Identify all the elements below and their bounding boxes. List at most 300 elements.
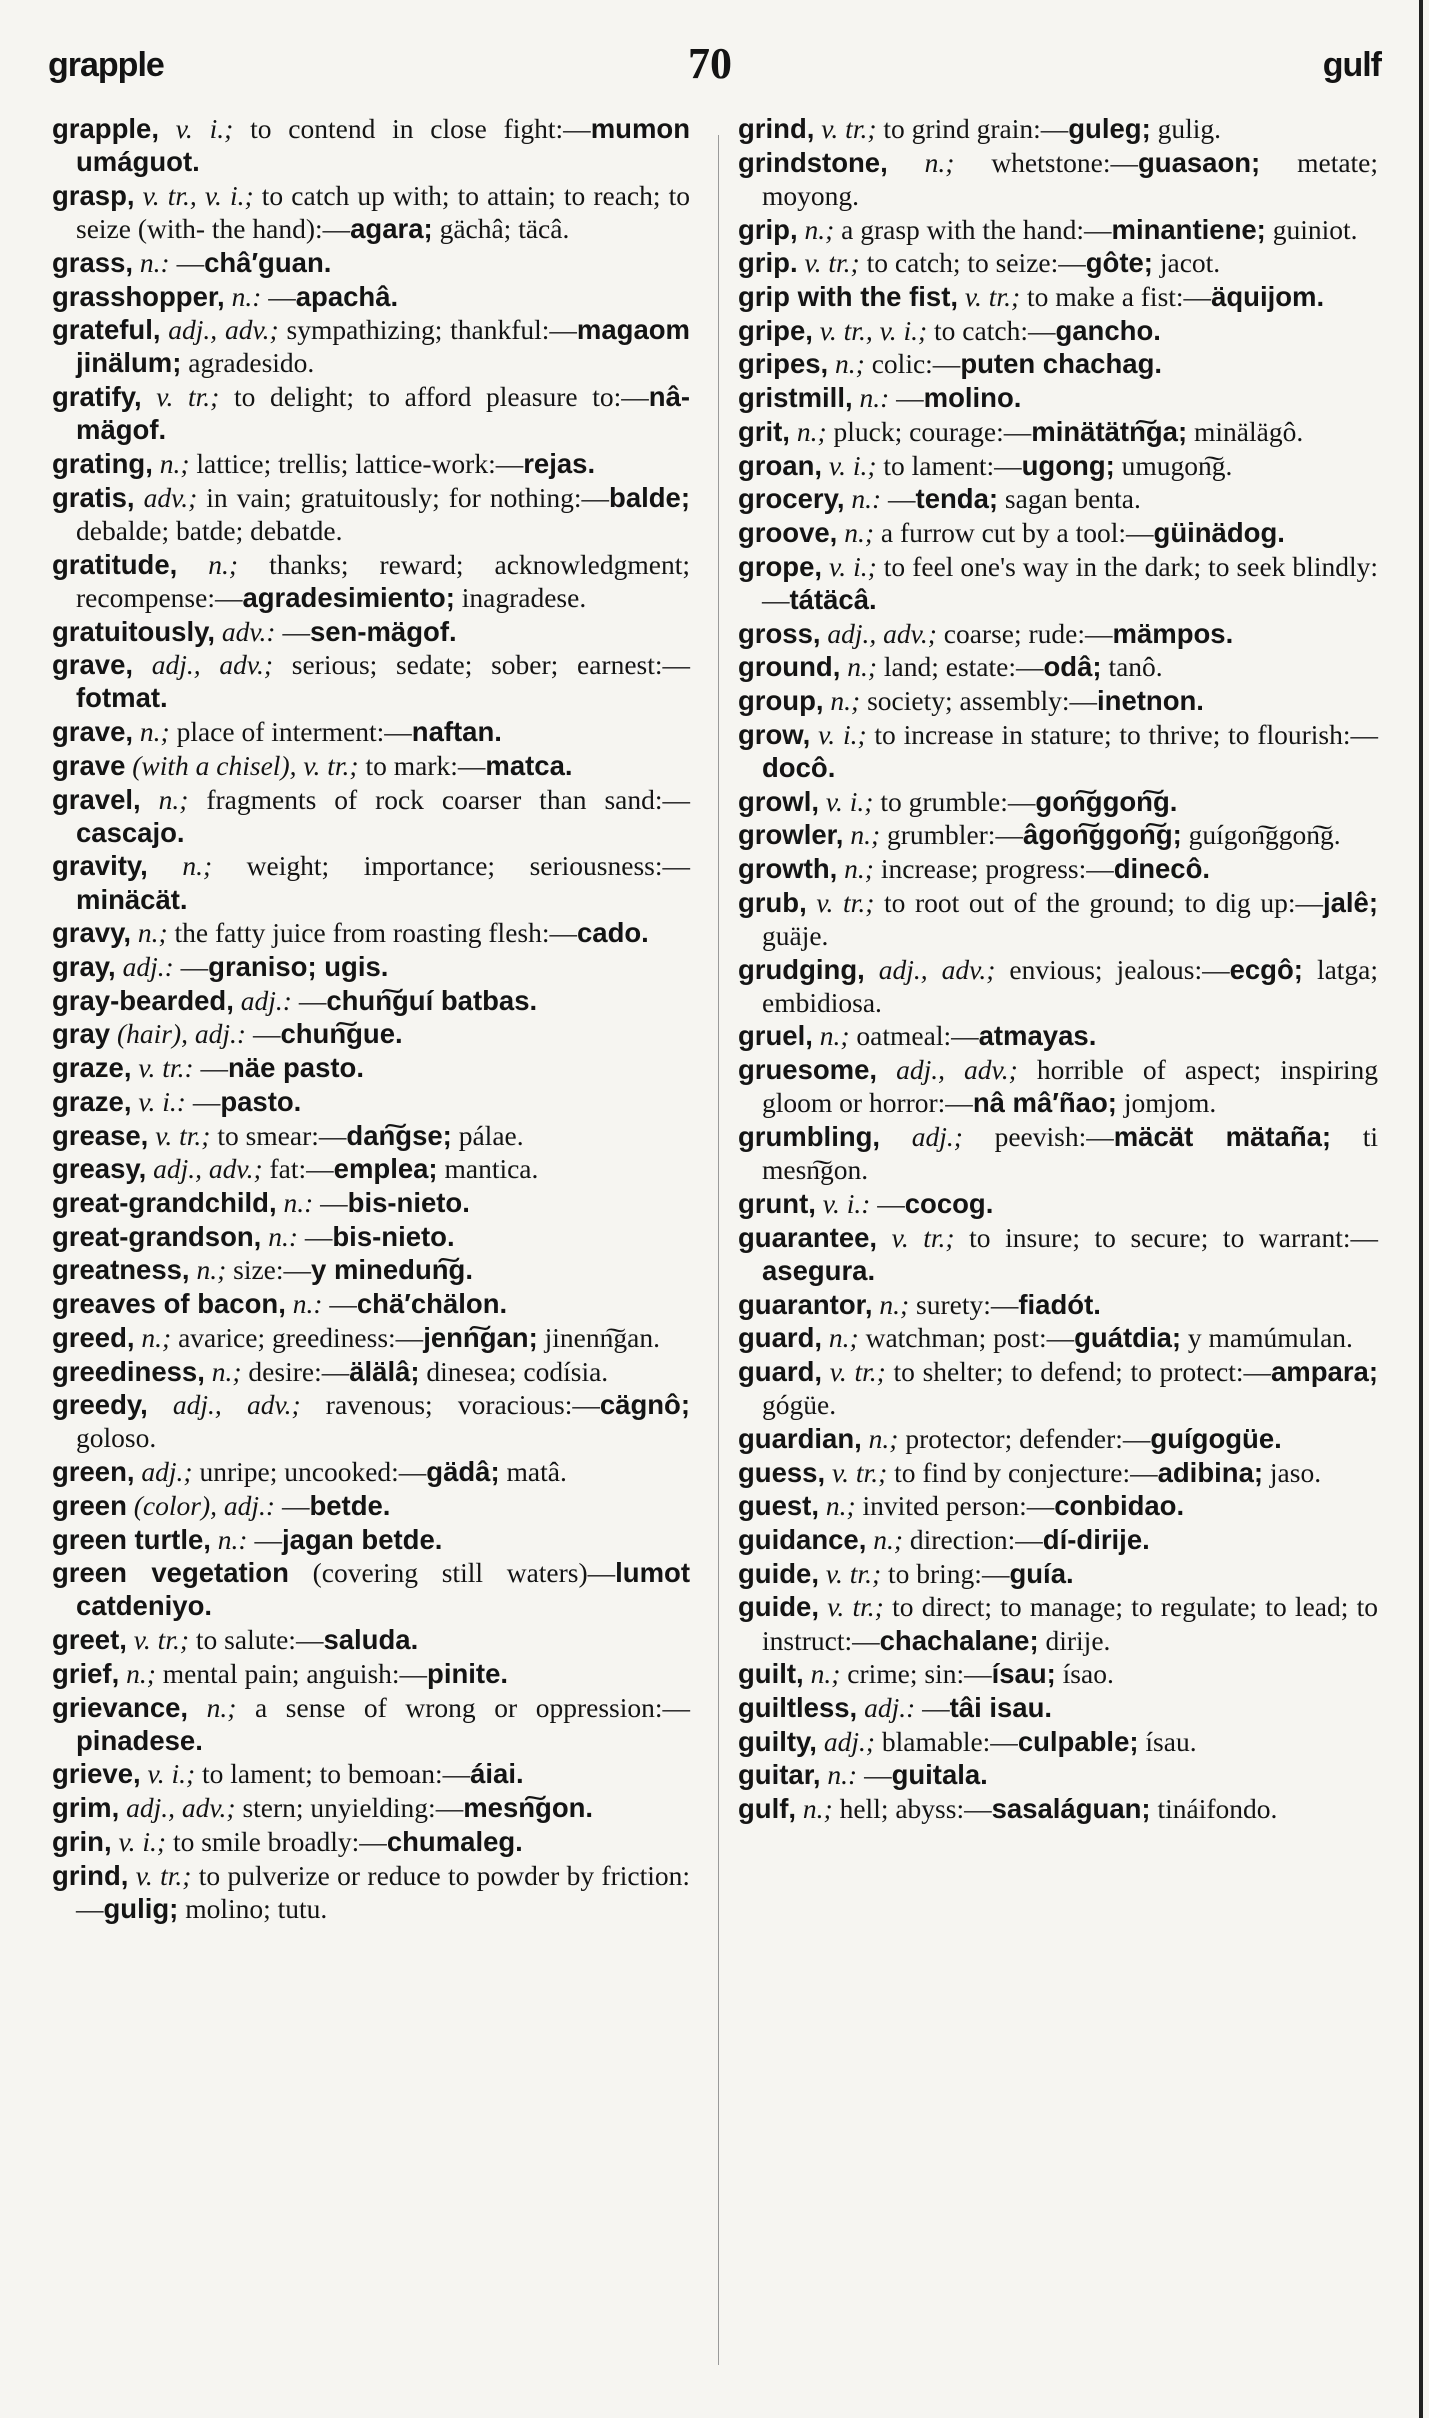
dictionary-entry (738, 684, 1378, 717)
dictionary-entry (52, 715, 690, 748)
translation: bis-nieto. (347, 1187, 470, 1218)
translation: cado. (577, 917, 649, 949)
dictionary-entry (738, 1523, 1378, 1556)
translation: jagan betde. (281, 1523, 443, 1555)
dictionary-entry (738, 1019, 1378, 1052)
headword: gravity, (52, 850, 148, 882)
headword: grindstone, (738, 146, 888, 178)
translation: pasto. (220, 1085, 302, 1117)
dictionary-entry (738, 112, 1378, 145)
definition: oatmeal:— (856, 1020, 979, 1052)
headword: gratis, (52, 481, 135, 513)
translation: graniso; ugis. (208, 951, 389, 983)
definition: desire:— (248, 1355, 350, 1387)
headword: grieve, (52, 1758, 141, 1790)
definition: — (888, 483, 916, 515)
dictionary-entry (52, 1556, 690, 1622)
translation: rejas. (523, 448, 596, 480)
definition: grumbler:— (887, 819, 1023, 851)
dictionary-entry (738, 1422, 1378, 1455)
part-of-speech: n.: (139, 246, 170, 278)
translation: nâ-mägof. (76, 381, 691, 446)
dictionary-entry (738, 1221, 1378, 1287)
translation: güinädog. (1153, 516, 1285, 548)
variant-forms: ísao. (1062, 1658, 1114, 1690)
headword: grass, (52, 246, 134, 278)
part-of-speech: adv.; (143, 481, 198, 513)
part-of-speech: v. tr.: (138, 1052, 194, 1084)
definition: peevish:— (994, 1121, 1114, 1153)
headword: gulf, (738, 1793, 797, 1825)
headword: gray-bearded, (52, 984, 234, 1016)
dictionary-entry (738, 347, 1378, 380)
part-of-speech: n.; (139, 716, 170, 748)
right-guide-word: gulf (1322, 46, 1381, 84)
variant-forms: tináifondo. (1157, 1793, 1278, 1825)
translation: châ′guan. (204, 246, 332, 278)
variant-forms: goloso. (76, 1422, 157, 1454)
definition: fragments of rock coarser than sand:— (206, 783, 691, 815)
part-of-speech: adj., adv.; (878, 953, 996, 985)
part-of-speech: v. tr.; (133, 1624, 190, 1656)
translation: balde; (609, 481, 691, 513)
translation: jenn͠gan; (423, 1321, 538, 1353)
dictionary-entry (52, 246, 690, 279)
part-of-speech: n.; (159, 448, 190, 480)
definition: place of interment:— (176, 716, 412, 748)
headword: greaves of bacon, (52, 1288, 286, 1320)
headword: gratify, (52, 381, 142, 413)
dictionary-entry (738, 1557, 1378, 1590)
part-of-speech: n.; (196, 1254, 227, 1286)
translation: sen-mägof. (309, 615, 457, 647)
dictionary-entry (738, 246, 1378, 279)
definition: to catch up with; to attain; to reach; to seize (with- the hand):— (76, 179, 691, 245)
headword: grip. (738, 247, 798, 279)
dictionary-entry (52, 1489, 690, 1522)
translation: conbidao. (1054, 1490, 1185, 1522)
headword: grease, (52, 1119, 149, 1151)
dictionary-entry (738, 650, 1378, 683)
part-of-speech: n.; (804, 213, 835, 245)
variant-forms: gulig. (1157, 113, 1222, 144)
headword: grin, (52, 1825, 112, 1857)
headword: grope, (738, 550, 823, 582)
translation: dinecô. (1113, 852, 1211, 884)
translation: ampara; (1271, 1356, 1379, 1388)
dictionary-entry (52, 112, 690, 178)
part-of-speech: n.; (828, 1322, 859, 1354)
part-of-speech: n.: (283, 1187, 314, 1218)
definition: a furrow cut by a tool:— (880, 516, 1154, 548)
part-of-speech: (with a chisel), v. tr.; (132, 749, 359, 781)
definition: — (252, 1018, 281, 1050)
headword: gravel, (52, 783, 141, 815)
variant-forms: minälägô. (1194, 415, 1304, 447)
definition: pluck; courage:— (833, 415, 1032, 447)
translation: culpable; (1017, 1725, 1139, 1757)
part-of-speech: v. tr.; (821, 113, 877, 144)
dictionary-entry (52, 1691, 690, 1757)
part-of-speech: n.: (827, 1759, 858, 1791)
part-of-speech: v. tr.; (156, 381, 220, 413)
translation: asegura. (762, 1254, 876, 1286)
variant-forms: matâ. (506, 1456, 567, 1488)
part-of-speech: n.; (825, 1490, 856, 1522)
translation: dan͠gse; (346, 1119, 452, 1151)
headword: guarantee, (738, 1221, 878, 1253)
variant-forms: guiniot. (1272, 213, 1358, 245)
right-column (738, 112, 1378, 1826)
translation: chä′chälon. (356, 1288, 508, 1320)
dictionary-entry (52, 1791, 690, 1824)
definition: size:— (233, 1254, 312, 1286)
translation: y minedun͠g. (311, 1254, 473, 1286)
translation: minätätn͠ga; (1031, 415, 1188, 447)
variant-forms: jinenn͠gan. (544, 1321, 660, 1353)
definition: to root out of the ground; to dig up:— (883, 886, 1323, 918)
headword: green turtle, (52, 1523, 211, 1555)
definition: blamable:— (881, 1725, 1018, 1757)
translation: agradesimiento; (242, 581, 455, 613)
variant-forms: latga; embidiosa. (762, 953, 1379, 1018)
part-of-speech: adj.: (240, 984, 292, 1016)
translation: betde. (309, 1489, 391, 1521)
variant-forms: gógüe. (762, 1389, 837, 1421)
part-of-speech: n.; (868, 1422, 899, 1454)
translation: guitala. (891, 1759, 988, 1791)
dictionary-entry (52, 849, 690, 915)
dictionary-entry (738, 1355, 1378, 1421)
dictionary-entry (52, 984, 690, 1017)
part-of-speech: adj., adv.; (153, 1153, 263, 1185)
column-divider (718, 135, 719, 2365)
part-of-speech: n.; (208, 548, 239, 580)
definition: to mark:— (365, 749, 486, 781)
definition: land; estate:— (883, 651, 1044, 683)
headword: grind, (738, 113, 815, 144)
definition: in vain; gratuitously; for nothing:— (206, 481, 610, 513)
definition: to grumble:— (880, 785, 1036, 817)
dictionary-entry (52, 1085, 690, 1118)
definition: — (864, 1759, 892, 1791)
headword: grip, (738, 213, 798, 245)
headword: grit, (738, 415, 790, 447)
dictionary-entry (52, 648, 690, 714)
headword: gripes, (738, 348, 829, 380)
definition: to direct; to manage; to regulate; to lead; to instruct:— (762, 1591, 1379, 1656)
headword: gravy, (52, 917, 131, 949)
dictionary-entry (52, 280, 690, 313)
headword: grub, (738, 886, 807, 918)
translation: chun͠gue. (280, 1018, 403, 1050)
dictionary-entry (52, 1523, 690, 1556)
translation: mäcät mätaña; (1113, 1121, 1332, 1153)
translation: minäcät. (76, 883, 188, 915)
translation: áiai. (470, 1758, 524, 1790)
translation: minantiene; (1111, 213, 1266, 245)
dictionary-entry (52, 749, 690, 782)
headword: grudging, (738, 953, 865, 985)
definition: — (180, 951, 209, 983)
definition: to lament:— (883, 449, 1022, 481)
dictionary-entry (52, 1287, 690, 1320)
part-of-speech: n.; (819, 1020, 850, 1052)
definition: ravenous; voracious:— (325, 1389, 600, 1421)
dictionary-entry (52, 1119, 690, 1152)
definition: — (192, 1085, 221, 1117)
part-of-speech: adv.: (221, 615, 276, 647)
part-of-speech: adj., adv.; (827, 617, 937, 649)
translation: docô. (762, 751, 836, 783)
translation: guátdia; (1074, 1322, 1182, 1354)
variant-forms: guígon͠ggon͠g. (1188, 819, 1341, 851)
dictionary-entry (738, 1456, 1378, 1489)
headword: guard, (738, 1322, 823, 1354)
part-of-speech: v. i.; (828, 449, 877, 481)
headword: grow, (738, 718, 811, 750)
part-of-speech: (hair), adj.: (116, 1018, 247, 1050)
dictionary-entry (52, 1355, 690, 1388)
definition: a grasp with the hand:— (841, 213, 1112, 245)
variant-forms: jacot. (1159, 247, 1221, 279)
headword: gratuitously, (52, 615, 215, 647)
translation: mesn͠gon. (463, 1792, 594, 1824)
translation: mämpos. (1112, 617, 1234, 649)
definition: to find by conjecture:— (894, 1456, 1158, 1488)
definition: serious; sedate; sober; earnest:— (291, 649, 691, 681)
part-of-speech: n.: (268, 1220, 298, 1252)
variant-forms: jaso. (1269, 1456, 1322, 1488)
part-of-speech: n.: (859, 382, 890, 414)
headword: guest, (738, 1490, 819, 1522)
variant-forms: inagradese. (461, 581, 587, 613)
part-of-speech: v. i.: (822, 1188, 871, 1219)
definition: colic:— (871, 348, 961, 380)
definition: to pulverize or reduce to powder by friction:— (76, 1859, 691, 1924)
definition: — (176, 246, 205, 278)
dictionary-entry (738, 617, 1378, 650)
definition: — (304, 1220, 333, 1252)
dictionary-entry (52, 380, 690, 446)
translation: gôte; (1085, 247, 1153, 279)
translation: matca. (485, 749, 573, 781)
definition: increase; progress:— (880, 852, 1114, 884)
definition: to increase in stature; to thrive; to flourish:— (874, 718, 1379, 750)
dictionary-entry (52, 1657, 690, 1690)
dictionary-entry (52, 1152, 690, 1185)
variant-forms: dinesea; codísia. (426, 1355, 609, 1387)
part-of-speech: n.; (126, 1657, 156, 1689)
headword: guiltless, (738, 1692, 858, 1724)
part-of-speech: v. tr.; (964, 281, 1021, 313)
headword: guardian, (738, 1422, 862, 1454)
translation: emplea; (333, 1153, 438, 1185)
translation: ugong; (1021, 449, 1115, 481)
headword: graze, (52, 1052, 132, 1084)
definition: — (282, 615, 310, 647)
part-of-speech: adj.: (122, 951, 174, 983)
headword: graze, (52, 1085, 132, 1117)
headword: gristmill, (738, 382, 853, 414)
dictionary-entry (738, 280, 1378, 313)
dictionary-entry (738, 550, 1378, 616)
translation: lumot catdeniyo. (76, 1557, 691, 1622)
headword: great-grandchild, (52, 1187, 277, 1218)
variant-forms: agradesido. (188, 347, 315, 379)
dictionary-entry (52, 179, 690, 245)
definition: avarice; greediness:— (178, 1321, 424, 1353)
variant-forms: molino; tutu. (185, 1892, 328, 1924)
part-of-speech: v. tr.; (825, 1557, 882, 1589)
translation: näe pasto. (227, 1052, 364, 1084)
headword: guide, (738, 1557, 819, 1589)
dictionary-entry (738, 953, 1378, 1019)
part-of-speech: v. tr.; (829, 1356, 886, 1388)
dictionary-entry (52, 481, 690, 547)
dictionary-entry (738, 1187, 1378, 1220)
headword: growth, (738, 852, 838, 884)
translation: cocog. (904, 1188, 994, 1219)
definition: horrible of aspect; inspiring gloom or horror:— (762, 1054, 1379, 1119)
definition: to delight; to afford pleasure to:— (233, 381, 649, 413)
translation: cägnô; (599, 1389, 691, 1421)
headword: guitar, (738, 1759, 821, 1791)
page-edge-shadow (1419, 0, 1423, 2418)
definition: to catch; to seize:— (866, 247, 1086, 279)
translation: älälâ; (349, 1355, 420, 1387)
part-of-speech: v. i.; (818, 718, 867, 750)
headword: grumbling, (738, 1121, 881, 1153)
headword: growl, (738, 785, 819, 817)
part-of-speech: v. tr., v. i.; (819, 314, 928, 346)
headword: guilty, (738, 1725, 817, 1757)
part-of-speech: v. i.: (138, 1085, 186, 1117)
part-of-speech: v. tr.; (155, 1119, 211, 1151)
dictionary-entry (52, 1186, 690, 1219)
definition: to smile broadly:— (172, 1825, 387, 1857)
dictionary-entry (738, 1725, 1378, 1758)
part-of-speech: n.; (924, 146, 955, 178)
headword: groan, (738, 449, 823, 481)
headword: grunt, (738, 1188, 816, 1219)
dictionary-entry (52, 1321, 690, 1354)
variant-forms: jomjom. (1123, 1087, 1217, 1119)
definition: — (922, 1692, 950, 1724)
part-of-speech: adj., adv.; (172, 1389, 301, 1421)
headword: greedy, (52, 1389, 148, 1421)
part-of-speech: n.; (830, 684, 861, 716)
headword: grasp, (52, 179, 135, 211)
translation: âgon͠ggon͠g; (1022, 819, 1182, 851)
definition: — (298, 984, 327, 1016)
part-of-speech: n.; (850, 819, 881, 851)
translation: jalê; (1322, 886, 1378, 918)
part-of-speech: n.; (141, 1321, 172, 1353)
part-of-speech: adj.: (864, 1692, 916, 1724)
headword: grave, (52, 716, 134, 748)
headword: grim, (52, 1792, 120, 1824)
left-column (52, 112, 690, 1925)
part-of-speech: v. tr.; (804, 247, 860, 279)
translation: äquijom. (1211, 281, 1325, 313)
definition: to insure; to secure; to warrant:— (969, 1221, 1379, 1253)
part-of-speech: (color), adj.: (133, 1489, 276, 1521)
part-of-speech: v. tr.; (891, 1221, 955, 1253)
dictionary-entry (738, 852, 1378, 885)
headword: green, (52, 1456, 135, 1488)
translation: chachalane; (879, 1624, 1039, 1656)
dictionary-entry (738, 1590, 1378, 1656)
definition: to bring:— (887, 1557, 1010, 1589)
translation: magaom jinälum; (76, 314, 691, 379)
variant-forms: mantica. (444, 1153, 539, 1185)
dictionary-entry (738, 482, 1378, 515)
translation: adibina; (1157, 1456, 1264, 1488)
definition: society; assembly:— (867, 684, 1097, 716)
definition: watchman; post:— (865, 1322, 1075, 1354)
headword: gray (52, 1018, 111, 1050)
dictionary-entry (52, 1455, 690, 1488)
dictionary-entry (52, 313, 690, 379)
dictionary-entry (52, 615, 690, 648)
translation: chun͠guí batbas. (326, 984, 538, 1016)
definition: — (329, 1288, 357, 1320)
definition: — (254, 1523, 282, 1555)
translation: agara; (350, 213, 433, 245)
variant-forms: guäje. (762, 919, 829, 951)
part-of-speech: v. tr., v. i.; (142, 179, 254, 211)
definition: fat:— (269, 1153, 334, 1185)
definition: (covering still waters)— (312, 1557, 616, 1589)
part-of-speech: n.; (211, 1355, 242, 1387)
definition: — (281, 1489, 310, 1521)
part-of-speech: adj.; (823, 1725, 875, 1757)
dictionary-entry (52, 1859, 690, 1925)
translation: ísau; (991, 1658, 1056, 1690)
headword: gray, (52, 951, 116, 983)
dictionary-entry (52, 916, 690, 949)
page-number: 70 (688, 39, 732, 88)
headword: grateful, (52, 314, 161, 346)
part-of-speech: v. tr.; (135, 1859, 192, 1891)
translation: naftan. (411, 716, 502, 748)
translation: puten chachag. (960, 348, 1163, 380)
translation: tátäcâ. (789, 583, 877, 615)
headword: green vegetation (52, 1557, 289, 1589)
variant-forms: ti mesn͠gon. (762, 1121, 1379, 1186)
part-of-speech: v. i.; (829, 550, 877, 582)
dictionary-entry (738, 146, 1378, 212)
definition: to shelter; to defend; to protect:— (893, 1356, 1272, 1388)
part-of-speech: adj., adv.; (126, 1792, 236, 1824)
headword: guess, (738, 1456, 826, 1488)
translation: gulig; (103, 1892, 179, 1924)
translation: gancho. (1055, 314, 1161, 346)
translation: atmayas. (978, 1020, 1097, 1052)
definition: to feel one's way in the dark; to seek blindly:— (762, 550, 1378, 615)
translation: fiadót. (1018, 1288, 1101, 1320)
dictionary-entry (52, 783, 690, 849)
dictionary-entry (52, 1051, 690, 1084)
variant-forms: gächâ; täcâ. (439, 213, 570, 245)
dictionary-entry (52, 548, 690, 614)
definition: — (877, 1188, 905, 1219)
definition: a sense of wrong or oppression:— (255, 1691, 691, 1723)
part-of-speech: n.: (851, 483, 882, 515)
dictionary-entry (738, 1657, 1378, 1690)
translation: fotmat. (76, 682, 168, 714)
